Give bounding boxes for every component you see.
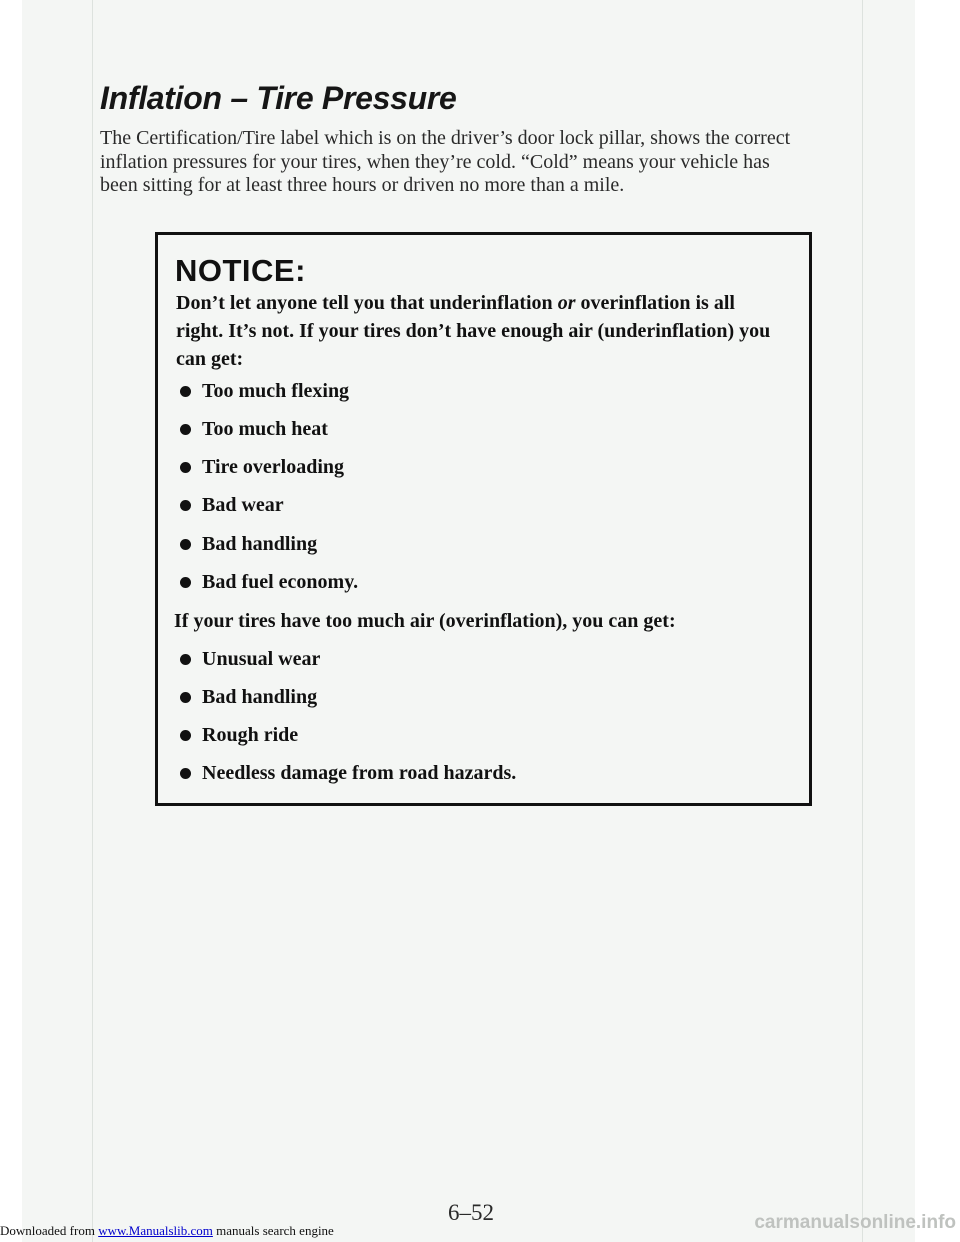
bullet-dot-icon (180, 654, 191, 665)
notice-box (155, 232, 812, 806)
intro-paragraph: The Certification/Tire label which is on the driver’s door lock pillar, shows the correct inflation pressures for your tires, when they’re cold. “Cold” means your vehicle has been sitting for at least three hours or driven no more than a mile. (100, 127, 791, 196)
bullet-dot-icon (180, 424, 191, 435)
watermark-logo: carmanualsonline.info (754, 1212, 956, 1233)
notice-lead-italic: or (557, 292, 576, 314)
list-item: Unusual wear (180, 648, 320, 671)
page-number: 6–52 (448, 1200, 494, 1225)
section-title: Inflation – Tire Pressure (100, 80, 457, 116)
bullet-dot-icon (180, 577, 191, 588)
list-item: Rough ride (180, 724, 298, 747)
list-item: Bad fuel economy. (180, 571, 358, 594)
bullet-dot-icon (180, 500, 191, 511)
list-item: Tire overloading (180, 456, 344, 479)
bullet-dot-icon (180, 692, 191, 703)
overinflation-intro: If your tires have too much air (overinflation), you can get: (174, 610, 676, 632)
bullet-dot-icon (180, 768, 191, 779)
list-item: Too much flexing (180, 380, 349, 403)
bullet-dot-icon (180, 730, 191, 741)
list-item: Bad handling (180, 686, 317, 709)
notice-lead-end: overinflation is all right. It’s not. If your tires don’t have enough air (underinflation) you can get: (176, 292, 771, 370)
list-item: Bad handling (180, 533, 317, 556)
list-item: Needless damage from road hazards. (180, 762, 516, 785)
notice-lead (176, 289, 776, 373)
list-item: Bad wear (180, 494, 284, 517)
bullet-dot-icon (180, 462, 191, 473)
bullet-dot-icon (180, 386, 191, 397)
manualslib-link[interactable]: www.Manualslib.com (98, 1223, 213, 1238)
right-margin-rule (862, 0, 863, 1242)
notice-lead-start: Don’t let anyone tell you that underinflation (176, 292, 558, 314)
list-item: Too much heat (180, 418, 328, 441)
notice-heading: NOTICE: (175, 253, 306, 288)
download-footer: Downloaded from www.Manualslib.com manuals search engine (0, 1223, 334, 1238)
left-margin-rule (92, 0, 93, 1242)
bullet-dot-icon (180, 539, 191, 550)
